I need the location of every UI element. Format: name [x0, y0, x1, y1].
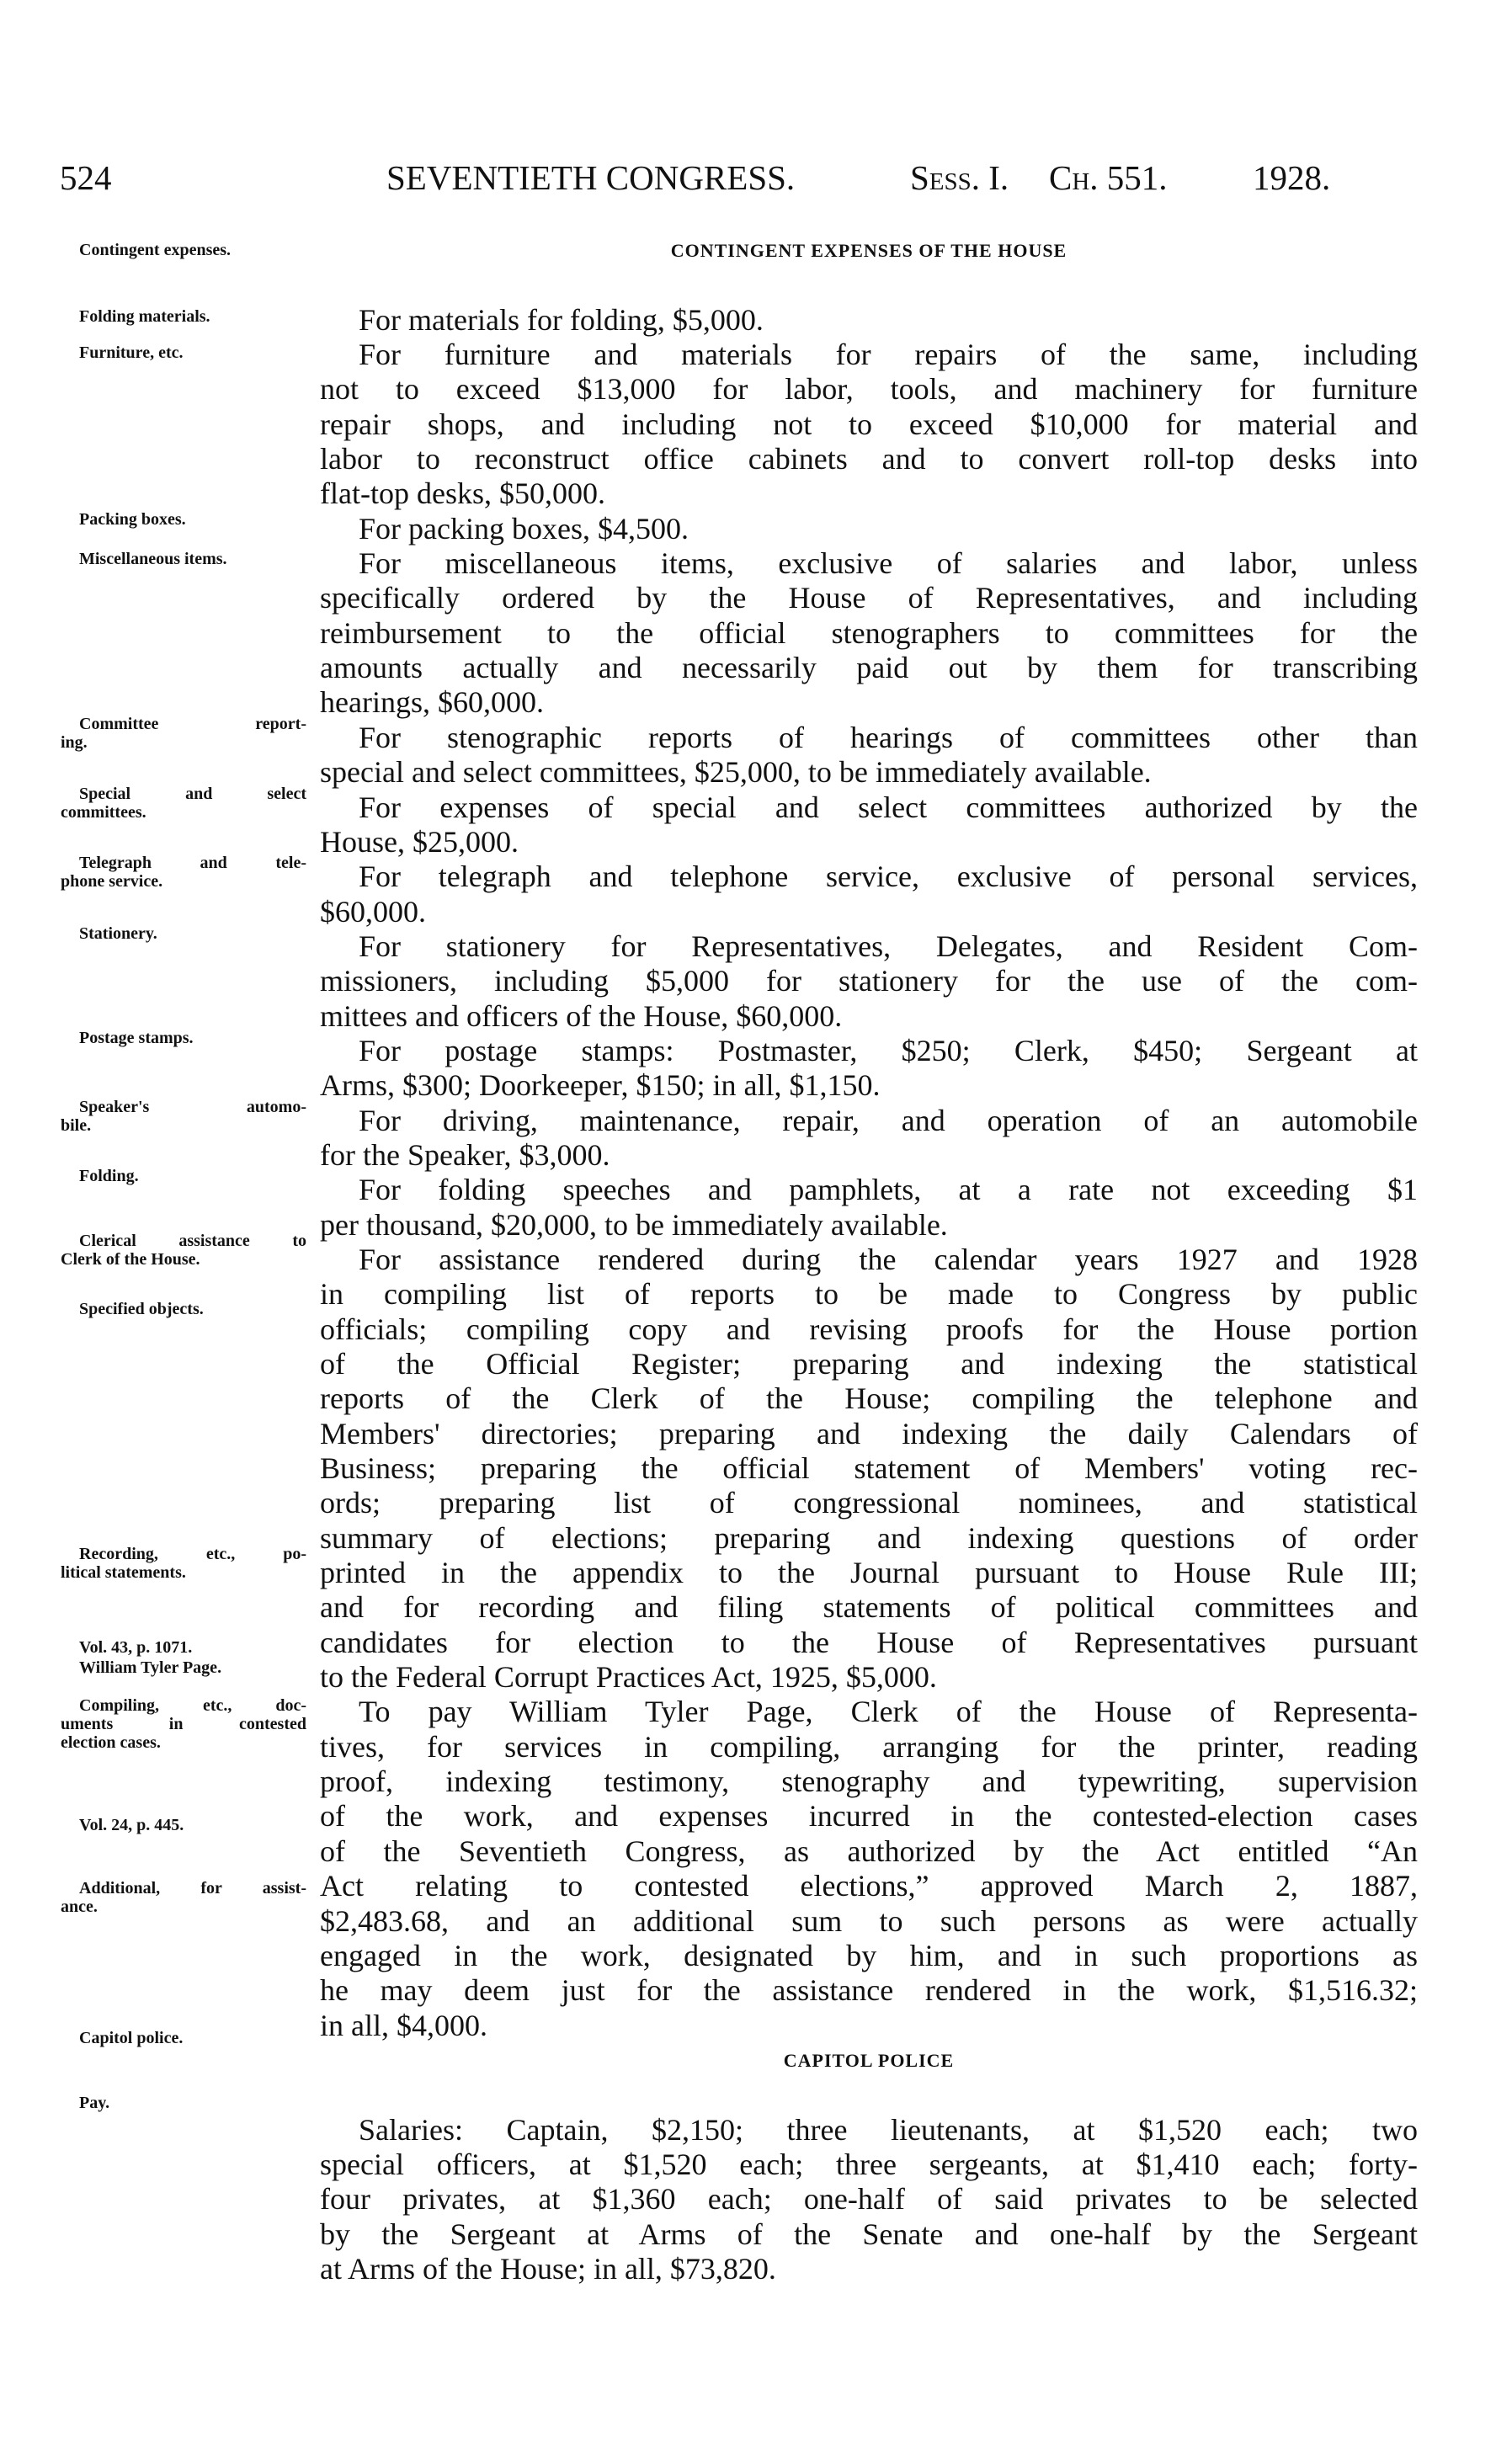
- margin-note: [61, 510, 306, 529]
- margin-note: [61, 550, 306, 568]
- paragraph: [320, 1173, 1418, 1243]
- text-line: mittees and officers of the House, $60,000.: [320, 998, 843, 1033]
- header-chapter: Ch. 551.: [1049, 158, 1168, 197]
- paragraph: [320, 790, 1418, 860]
- text-line: in compiling list of reports to be made to Congress by public: [320, 1277, 1418, 1312]
- text-line: reimbursement to the official stenographers to committees for the: [320, 615, 1418, 650]
- margin-note: [61, 785, 306, 822]
- margin-note: [61, 1232, 306, 1269]
- paragraph: [320, 546, 1418, 721]
- margin-note-line: Additional, for assist-: [79, 1879, 306, 1897]
- text-line: and for recording and filing statements of political committees and: [320, 1590, 1418, 1625]
- statute-text: [320, 233, 1418, 2286]
- text-line: For miscellaneous items, exclusive of salaries and labor, unless: [359, 546, 1418, 581]
- section-heading: CONTINGENT EXPENSES OF THE HOUSE: [670, 240, 1067, 261]
- text-line: of the work, and expenses incurred in the contested-election cases: [320, 1799, 1418, 1834]
- header-session: Sess. I.: [910, 158, 1009, 197]
- margin-note: [61, 715, 306, 752]
- margin-note-line: Pay.: [79, 2094, 110, 2112]
- text-line: by the Sergeant at Arms of the Senate and one-half by the Sergeant: [320, 2217, 1418, 2251]
- text-line: of the Seventieth Congress, as authorized by the Act entitled “An: [320, 1834, 1418, 1868]
- margin-note-line: Compiling, etc., doc-: [79, 1696, 306, 1715]
- paragraph: [320, 929, 1418, 1034]
- text-line: labor to reconstruct office cabinets and to convert roll-top desks into: [320, 442, 1418, 476]
- margin-note-line: ance.: [61, 1897, 98, 1916]
- margin-note-line: phone service.: [61, 872, 163, 891]
- text-line: For packing boxes, $4,500.: [359, 511, 689, 546]
- paragraph: [320, 1243, 1418, 1695]
- text-line: Members' directories; preparing and indexing the daily Calendars of: [320, 1416, 1418, 1450]
- text-line: of the Official Register; preparing and indexing the statistical: [320, 1347, 1418, 1381]
- text-line: tives, for services in compiling, arranging for the printer, reading: [320, 1729, 1418, 1764]
- margin-note-line: Vol. 43, p. 1071.: [79, 1638, 193, 1657]
- text-line: officials; compiling copy and revising proofs for the House portion: [320, 1312, 1418, 1346]
- paragraph: [320, 2113, 1418, 2287]
- margin-note: [61, 1638, 306, 1657]
- text-line: For stationery for Representatives, Delegates, and Resident Com-: [359, 929, 1418, 963]
- text-line: repair shops, and including not to exceed $10,000 for material and: [320, 407, 1418, 441]
- text-line: House, $25,000.: [320, 824, 519, 859]
- margin-note: [61, 1879, 306, 1916]
- margin-note-line: Furniture, etc.: [79, 343, 184, 362]
- text-line: summary of elections; preparing and indexing questions of order: [320, 1520, 1418, 1555]
- text-line: For assistance rendered during the calendar years 1927 and 1928: [359, 1242, 1418, 1276]
- margin-note-line: Postage stamps.: [79, 1029, 194, 1047]
- margin-note-line: Stationery.: [79, 924, 157, 943]
- margin-note-line: Contingent expenses.: [79, 241, 232, 259]
- text-line: Business; preparing the official statement of Members' voting rec-: [320, 1451, 1418, 1486]
- margin-note-line: Folding.: [79, 1167, 139, 1185]
- margin-note-line: William Tyler Page.: [79, 1658, 222, 1677]
- running-header: [60, 157, 1348, 199]
- text-line: $60,000.: [320, 894, 426, 929]
- text-line: flat-top desks, $50,000.: [320, 476, 605, 511]
- section-heading: CAPITOL POLICE: [783, 2049, 955, 2071]
- margin-note-line: Specified objects.: [79, 1300, 204, 1318]
- text-line: $2,483.68, and an additional sum to such persons as were actually: [320, 1903, 1418, 1938]
- text-line: printed in the appendix to the Journal pursuant to House Rule III;: [320, 1556, 1418, 1590]
- margin-note-line: Clerk of the House.: [61, 1250, 200, 1269]
- margin-note-line: Capitol police.: [79, 2029, 184, 2047]
- margin-note: [61, 1696, 306, 1752]
- blank-line: [320, 268, 1418, 302]
- header-congress: SEVENTIETH CONGRESS.: [386, 158, 796, 197]
- margin-note-line: election cases.: [61, 1733, 161, 1752]
- margin-note-line: Speaker's automo-: [79, 1098, 306, 1116]
- margin-note: [61, 924, 306, 943]
- paragraph: [320, 860, 1418, 929]
- text-line: in all, $4,000.: [320, 2008, 487, 2042]
- text-line: Arms, $300; Doorkeeper, $150; in all, $1,150.: [320, 1068, 881, 1103]
- text-line: special and select committees, $25,000, to be immediately available.: [320, 755, 1152, 790]
- margin-note-line: Special and select: [79, 785, 306, 803]
- paragraph: [320, 721, 1418, 790]
- text-line: Act relating to contested elections,” approved March 2, 1887,: [320, 1869, 1418, 1903]
- text-line: For materials for folding, $5,000.: [359, 302, 764, 337]
- margin-note: [61, 1167, 306, 1185]
- paragraph: [320, 1695, 1418, 2042]
- margin-note-line: Recording, etc., po-: [79, 1545, 306, 1563]
- text-line: To pay William Tyler Page, Clerk of the House of Representa-: [359, 1695, 1418, 1729]
- paragraph: [320, 512, 1418, 546]
- text-line: Salaries: Captain, $2,150; three lieutenants, at $1,520 each; two: [359, 2112, 1418, 2147]
- margin-note-line: bile.: [61, 1116, 92, 1135]
- text-line: ords; preparing list of congressional nominees, and statistical: [320, 1486, 1418, 1520]
- paragraph: [320, 1034, 1418, 1104]
- text-line: missioners, including $5,000 for stationery for the use of the com-: [320, 964, 1418, 998]
- text-line: For folding speeches and pamphlets, at a rate not exceeding $1: [359, 1173, 1418, 1207]
- margin-note-line: ing.: [61, 733, 88, 752]
- margin-note: [61, 241, 306, 259]
- margin-note-line: Vol. 24, p. 445.: [79, 1816, 184, 1834]
- margin-note: [61, 307, 306, 326]
- margin-note-line: Clerical assistance to: [79, 1232, 306, 1250]
- paragraph: [320, 338, 1418, 512]
- text-line: at Arms of the House; in all, $73,820.: [320, 2251, 776, 2286]
- margin-note: [61, 854, 306, 891]
- text-line: For telegraph and telephone service, exclusive of personal services,: [359, 860, 1418, 894]
- text-line: engaged in the work, designated by him, and in such proportions as: [320, 1938, 1418, 1972]
- text-line: four privates, at $1,360 each; one-half of said privates to be selected: [320, 2182, 1418, 2217]
- paragraph: [320, 303, 1418, 338]
- text-line: reports of the Clerk of the House; compiling the telephone and: [320, 1381, 1418, 1416]
- text-line: he may deem just for the assistance rendered in the work, $1,516.32;: [320, 1973, 1418, 2008]
- blank-line: [320, 2078, 1418, 2112]
- text-line: For driving, maintenance, repair, and operation of an automobile: [359, 1103, 1418, 1137]
- margin-note-line: Telegraph and tele-: [79, 854, 306, 872]
- text-line: For stenographic reports of hearings of committees other than: [359, 720, 1418, 754]
- text-line: per thousand, $20,000, to be immediately available.: [320, 1207, 948, 1242]
- margin-note: [61, 1658, 306, 1677]
- text-line: hearings, $60,000.: [320, 685, 544, 720]
- text-line: amounts actually and necessarily paid out by them for transcribing: [320, 651, 1418, 685]
- paragraph: [320, 1104, 1418, 1174]
- page-number: 524: [60, 158, 112, 197]
- text-line: proof, indexing testimony, stenography and typewriting, supervision: [320, 1764, 1418, 1799]
- margin-note: [61, 2094, 306, 2112]
- text-line: for the Speaker, $3,000.: [320, 1137, 610, 1172]
- margin-note-line: Committee report-: [79, 715, 306, 733]
- margin-note-line: litical statements.: [61, 1563, 186, 1582]
- margin-note-line: Folding materials.: [79, 307, 210, 326]
- margin-note: [61, 1545, 306, 1582]
- margin-note: [61, 1098, 306, 1135]
- text-line: not to exceed $13,000 for labor, tools, and machinery for furniture: [320, 372, 1418, 407]
- text-line: For expenses of special and select committees authorized by the: [359, 790, 1418, 824]
- margin-note-line: committees.: [61, 803, 146, 822]
- text-line: to the Federal Corrupt Practices Act, 1925, $5,000.: [320, 1660, 937, 1695]
- header-year: 1928.: [1253, 158, 1331, 197]
- text-line: For furniture and materials for repairs of the same, including: [359, 338, 1418, 372]
- margin-note: [61, 1816, 306, 1834]
- text-line: For postage stamps: Postmaster, $250; Clerk, $450; Sergeant at: [359, 1033, 1418, 1067]
- margin-note: [61, 1300, 306, 1318]
- margin-note-line: Packing boxes.: [79, 510, 186, 529]
- margin-note: [61, 2029, 306, 2047]
- text-line: specifically ordered by the House of Representatives, and including: [320, 581, 1418, 615]
- margin-note: [61, 343, 306, 362]
- margin-note-line: uments in contested: [61, 1715, 306, 1733]
- margin-note: [61, 1029, 306, 1047]
- margin-note-line: Miscellaneous items.: [79, 550, 227, 568]
- text-line: candidates for election to the House of Representatives pursuant: [320, 1625, 1418, 1659]
- text-line: special officers, at $1,520 each; three sergeants, at $1,410 each; forty-: [320, 2147, 1418, 2181]
